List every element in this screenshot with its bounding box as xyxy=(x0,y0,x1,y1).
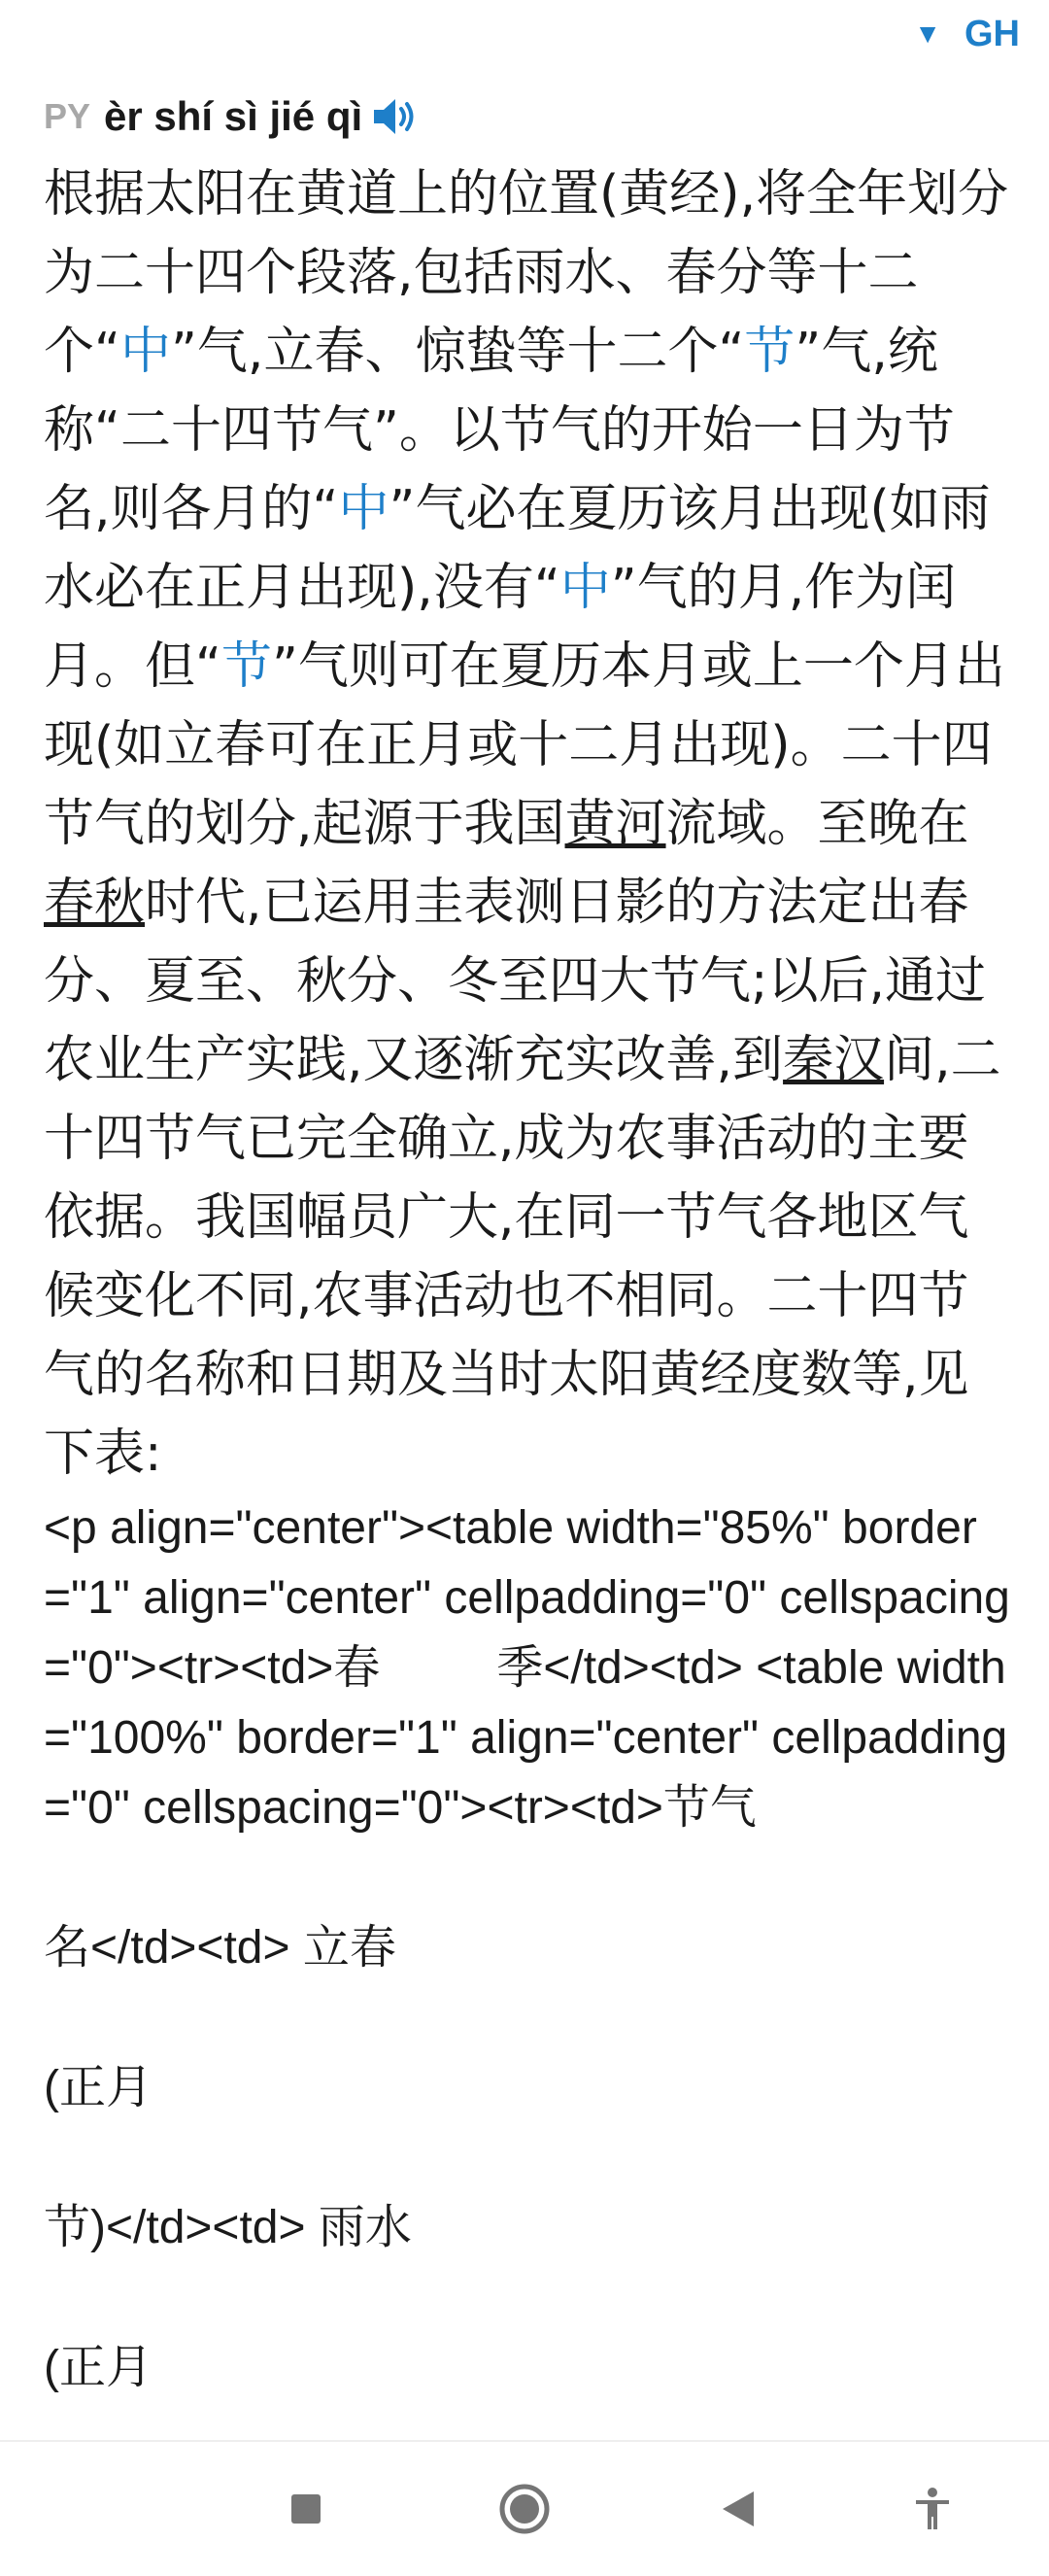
def-seg: ”气的月,作为闰月。但“ xyxy=(44,559,957,696)
top-bar xyxy=(0,0,1049,68)
term-jie-link[interactable]: 节 xyxy=(220,637,272,696)
dropdown-arrow-icon: ▼ xyxy=(914,18,941,49)
link-chunqiu[interactable]: 春秋 xyxy=(44,874,146,932)
def-seg: 时代,已运用圭表测日影的方法定出春分、夏至、秋分、冬至四大节气;以后,通过农业生产实践,又逐渐充实改善,到 xyxy=(44,874,987,1089)
square-recents-icon[interactable] xyxy=(272,2475,340,2543)
def-seg: ”气,立春、惊蛰等十二个“ xyxy=(170,323,745,381)
term-jie-link[interactable]: 节 xyxy=(744,323,795,381)
raw-html-line: <p align="center"><table width="85%" border="1" align="center" cellpadding="0" cellspacing="0"><tr><td>春 季</td><td> <table width="100%" border="1" align="center" cellpadding="0" cellspacing="0"><tr><td>节气 xyxy=(44,1502,1010,1834)
def-seg: ”气,统称“二十四节气”。以节气的开始一日为节名,则各月的“ xyxy=(44,323,955,538)
back-triangle-icon[interactable] xyxy=(704,2475,772,2543)
def-seg: 流域。至晚在 xyxy=(665,795,969,853)
accessibility-icon[interactable] xyxy=(898,2475,966,2543)
link-qinhan[interactable]: 秦汉 xyxy=(783,1031,885,1089)
link-huanghe[interactable]: 黄河 xyxy=(564,795,666,853)
script-toggle[interactable] xyxy=(914,10,1020,58)
term-zhong-link[interactable]: 中 xyxy=(338,480,389,538)
raw-html-block xyxy=(44,1494,1015,2403)
raw-html-line: (正月 xyxy=(44,2342,152,2393)
raw-html-line: 节)</td><td> 雨水 xyxy=(44,2202,412,2253)
term-zhong-link[interactable]: 中 xyxy=(119,323,171,381)
def-seg: ”气则可在夏历本月或上一个月出现(如立春可在正月或十二月出现)。二十四节气的划分,起源于我国 xyxy=(44,637,1005,853)
definition-text xyxy=(44,155,1015,1494)
raw-html-line: (正月 xyxy=(44,2062,152,2113)
def-seg: 根据太阳在黄道上的位置(黄经),将全年划分为二十四个段落,包括雨水、春分等十二个“ xyxy=(44,165,1009,381)
raw-html-line: 名</td><td> 立春 xyxy=(44,1922,396,1974)
pinyin-row xyxy=(44,87,1015,146)
home-circle-icon[interactable] xyxy=(491,2475,558,2543)
system-navigation-bar xyxy=(0,2440,1049,2576)
py-tag: PY xyxy=(44,96,91,136)
term-zhong-link[interactable]: 中 xyxy=(559,559,611,617)
def-seg: 间,二十四节气已完全确立,成为农事活动的主要依据。我国幅员广大,在同一节气各地区气候变化不同,农事活动也不相同。二十四节气的名称和日期及当时太阳黄经度数等,见下表: xyxy=(44,1031,1001,1483)
script-label: GH xyxy=(964,13,1020,54)
def-seg: ”气必在夏历该月出现(如雨水必在正月出现),没有“ xyxy=(44,480,991,617)
speaker-icon[interactable] xyxy=(372,95,421,138)
pinyin-text: èr shí sì jié qì xyxy=(104,93,363,139)
entry-content xyxy=(44,87,1015,2403)
